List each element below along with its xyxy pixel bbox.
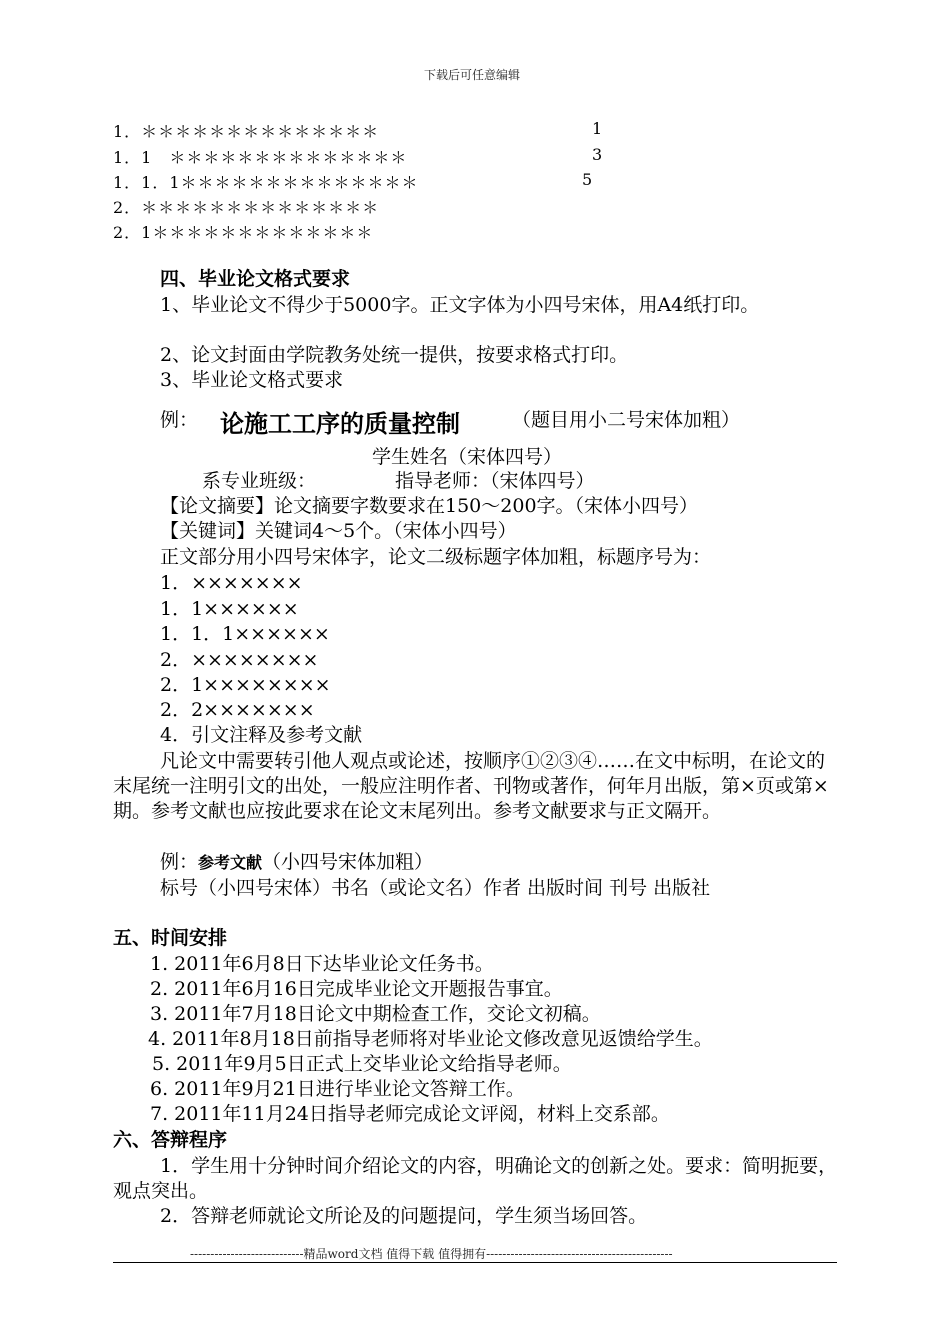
schedule-item: 4. 2011年8月18日前指导老师将对毕业论文修改意见返馈给学生。 [148,1028,713,1050]
numbering-item: 2．2××××××× [160,699,315,721]
numbering-item: 1．××××××× [160,572,303,594]
section-6-item-1: 1．学生用十分钟时间介绍论文的内容，明确论文的创新之处。要求：简明扼要，观点突出。 [113,1155,838,1202]
student-name-label: 学生姓名（宋体四号） [372,446,563,468]
ref-example-note: （小四号宋体加粗） [262,851,434,873]
example-prefix: 例： [160,409,199,431]
toc-entry: 2．1＊＊＊＊＊＊＊＊＊＊＊＊＊ [113,223,374,242]
section-4-title: 四、毕业论文格式要求 [160,268,351,290]
page-footer: ----------------------------精品word文档 值得下载 值得拥有---------------------------------------------- [190,1247,673,1261]
toc-page: 3 [592,145,604,164]
reference-example [160,850,433,875]
citation-paragraph: 凡论文中需要转引他人观点或论述，按顺序①②③④……在文中标明，在论文的末尾统一注明引文的出处，一般应注明作者、刊物或著作，何年月出版，第×页或第×期。参考文献也应按此要求在论文末尾列出。参考文献要求与正文隔开。 [113,750,829,822]
example-title-note: （题目用小二号宋体加粗） [512,409,741,431]
schedule-item: 2. 2011年6月16日完成毕业论文开题报告事宜。 [150,978,563,1000]
section-5-title: 五、时间安排 [113,927,228,949]
toc-entry: 1．＊＊＊＊＊＊＊＊＊＊＊＊＊＊ [113,122,380,141]
section-6-item-2: 2．答辩老师就论文所论及的问题提问，学生须当场回答。 [160,1205,648,1227]
toc-entry: 1．1．1＊＊＊＊＊＊＊＊＊＊＊＊＊＊ [113,173,419,192]
body-format-note: 正文部分用小四号宋体字，论文二级标题字体加粗，标题序号为： [160,546,712,568]
schedule-item: 6. 2011年9月21日进行毕业论文答辩工作。 [150,1078,525,1100]
class-label: 系专业班级： [202,470,317,492]
ref-example-prefix: 例： [160,851,199,873]
numbering-item: 1．1×××××× [160,598,299,620]
reference-format: 标号（小四号宋体）书名（或论文名）作者 出版时间 刊号 出版社 [160,877,711,899]
section-4-item-2: 2、论文封面由学院教务处统一提供，按要求格式打印。 [160,344,629,366]
example-title: 论施工工序的质量控制 [220,409,460,438]
toc-page: 1 [592,119,604,138]
toc-page: 5 [582,170,594,189]
section-4-item-4: 4．引文注释及参考文献 [160,724,363,746]
section-6-title: 六、答辩程序 [113,1129,228,1151]
abstract-line: 【论文摘要】论文摘要字数要求在150～200字。（宋体小四号） [160,495,699,517]
numbering-item: 1．1．1×××××× [160,623,330,645]
section-4-item-1: 1、毕业论文不得少于5000字。正文字体为小四号宋体，用A4纸打印。 [160,294,760,316]
keywords-line: 【关键词】关键词4～5个。（宋体小四号） [160,520,517,542]
toc-entry: 1．1 ＊＊＊＊＊＊＊＊＊＊＊＊＊＊ [113,148,408,167]
footer-divider [113,1262,837,1263]
advisor-label: 指导老师：（宋体四号） [395,470,595,492]
ref-example-bold: 参考文献 [198,853,263,872]
page-header: 下载后可任意编辑 [424,68,521,82]
numbering-item: 2．1×××××××× [160,674,331,696]
schedule-item: 1. 2011年6月8日下达毕业论文任务书。 [150,953,494,975]
toc-entry: 2．＊＊＊＊＊＊＊＊＊＊＊＊＊＊ [113,198,380,217]
section-4-item-3: 3、毕业论文格式要求 [160,369,344,391]
schedule-item: 5. 2011年9月5日正式上交毕业论文给指导老师。 [152,1053,572,1075]
numbering-item: 2．×××××××× [160,649,319,671]
schedule-item: 7. 2011年11月24日指导老师完成论文评阅，材料上交系部。 [150,1103,670,1125]
schedule-item: 3. 2011年7月18日论文中期检查工作，交论文初稿。 [150,1003,601,1025]
